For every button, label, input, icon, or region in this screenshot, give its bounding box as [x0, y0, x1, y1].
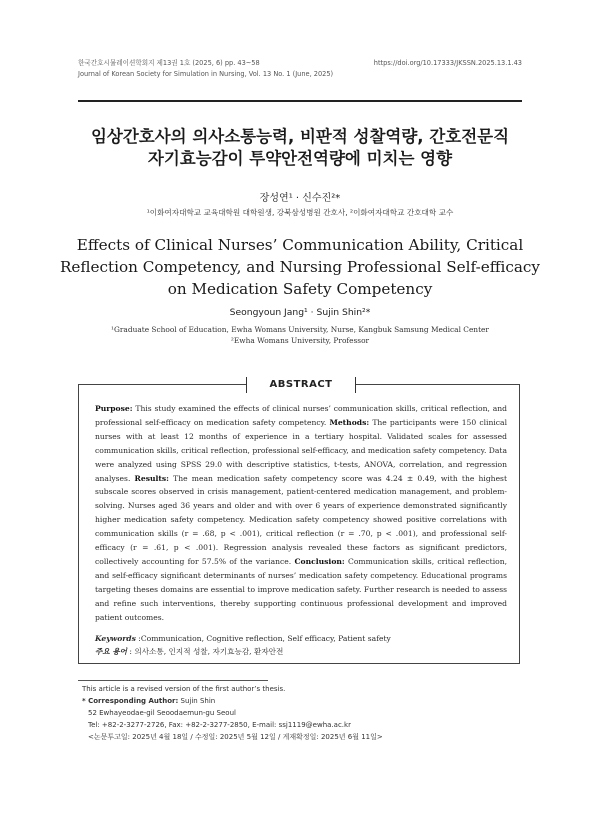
corresponding-label: * Corresponding Author:	[82, 697, 179, 705]
affiliation-line: ¹Graduate School of Education, Ewha Womans University, Nurse, Kangbuk Samsung Medical Center	[111, 325, 489, 334]
results-label: Results:	[134, 473, 169, 483]
methods-label: Methods:	[329, 417, 370, 427]
footnote	[82, 683, 522, 743]
english-title-line: on Medication Safety Competency	[167, 280, 433, 298]
contact-info: Tel: +82-2-3277-2726, Fax: +82-2-3277-2850, E-mail: ssj1119@ewha.ac.kr	[88, 721, 351, 729]
keywords-text: :Communication, Cognitive reflection, Self efficacy, Patient safety	[135, 634, 391, 643]
english-title-line: Reflection Competency, and Nursing Professional Self-efficacy	[60, 258, 541, 276]
korean-title-line: 임상간호사의 의사소통능력, 비판적 성찰역량, 간호전문직	[90, 127, 510, 146]
keywords	[95, 632, 507, 658]
korean-title-line: 자기효능감이 투약안전역량에 미치는 영향	[147, 149, 453, 168]
running-header	[78, 58, 522, 80]
purpose-text: This study examined the effects of clinical nurses’ communication skills, critical reflection, and professional self-efficacy on medication safety competency.	[95, 404, 507, 427]
submission-dates: <논문투고일: 2025년 4월 18일 / 수정일: 2025년 5월 12일 / 게재확정일: 2025년 6월 11일>	[88, 733, 383, 741]
journal-korean: 한국간호시뮬레이션학회지 제13권 1호 (2025, 6) pp. 43~58	[78, 59, 260, 67]
corresponding-name: Sujin Shin	[178, 697, 216, 705]
korean-title	[60, 126, 540, 170]
english-title-line: Effects of Clinical Nurses’ Communication Ability, Critical	[76, 236, 524, 254]
abstract-heading: ABSTRACT	[246, 377, 356, 393]
english-authors: Seongyoun Jang¹ · Sujin Shin²*	[229, 307, 371, 318]
header-rule	[78, 100, 522, 102]
english-affiliation	[0, 324, 600, 346]
methods-text: The participants were 150 clinical nurses with at least 12 months of experience in a tertiary hospital. Validated scales for assessed communication skills, critical reflection, professional self-efficacy, and medication safety competency. Data were analyzed using SPSS 29.0 with descriptive statistics, t-tests, ANOVA, correlation, and regression analyses.	[95, 417, 507, 483]
journal-english: Journal of Korean Society for Simulation in Nursing, Vol. 13 No. 1 (June, 2025)	[78, 70, 334, 78]
conclusion-label: Conclusion:	[294, 556, 345, 566]
purpose-label: Purpose:	[95, 404, 133, 413]
keywords-ko-text: : 의사소통, 인지적 성찰, 자기효능감, 환자안전	[127, 647, 284, 656]
doi-link[interactable]: https://doi.org/10.17333/JKSSN.2025.13.1.43	[373, 59, 522, 67]
footnote-rule	[78, 680, 268, 681]
affiliation-line: ²Ewha Womans University, Professor	[230, 336, 370, 345]
keywords-label: Keywords	[95, 634, 136, 643]
korean-affiliation: ¹이화여자대학교 교육대학원 대학원생, 강북삼성병원 간호사, ²이화여자대학교 간호대학 교수	[146, 208, 454, 217]
revised-note: This article is a revised version of the first author’s thesis.	[82, 685, 286, 693]
abstract-text	[95, 402, 507, 625]
keywords-ko-label: 주요 용어	[95, 647, 127, 656]
results-text: The mean medication safety competency score was 4.24 ± 0.49, with the highest subscale scores observed in crisis management, patient-centered medication management, and problem-solving. Nurses aged 36 years and older and with over 6 years of experience demonstrated significantly higher medication safety competency. Medication safety competency showed positive correlations with communication skills (r = .68, p < .001), critical reflection (r = .70, p < .001), and professional self-efficacy (r = .61, p < .001). Regression analysis revealed these factors as significant predictors, collectively accounting for 57.5% of the variance.	[95, 473, 508, 566]
address: 52 Ewhayeodae-gil Seoodaemun-gu Seoul	[88, 709, 236, 717]
korean-authors: 장성연¹ · 신수진²*	[259, 193, 341, 204]
conclusion-text: Communication skills, critical reflection, and self-efficacy significant determinants of nurses’ medication safety competency. Educational programs targeting theses domains are essential to improve medication safety. Further research is needed to assess and refine such interventions, thereby supporting continuous professional development and improved patient outcomes.	[95, 556, 507, 622]
english-title	[60, 234, 540, 300]
